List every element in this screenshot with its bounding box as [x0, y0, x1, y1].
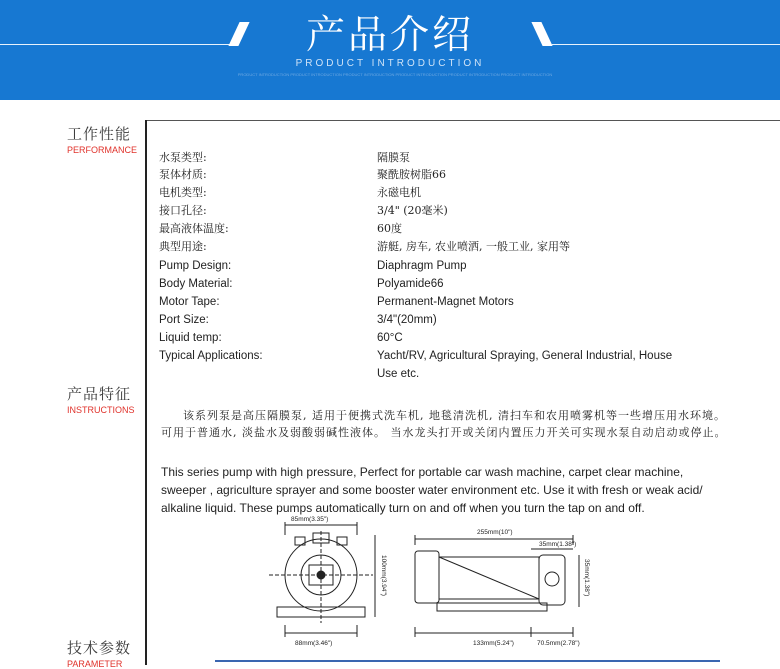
spec-value-en: Polyamide66 [377, 278, 444, 290]
spec-value-en: Yacht/RV, Agricultural Spraying, General Industrial, House [377, 350, 673, 362]
section-label-performance [67, 123, 137, 155]
dim-front-base: 88mm(3.46") [295, 640, 333, 647]
header-banner [0, 0, 780, 100]
side-view-drawing [415, 535, 579, 637]
section-title-en: PARAMETER [67, 659, 123, 669]
section-title-en: INSTRUCTIONS [67, 405, 135, 415]
spec-label-cn: 水泵类型: [159, 151, 207, 164]
page-title: 产品介绍 [305, 13, 474, 58]
spec-value-cn: 永磁电机 [377, 186, 421, 199]
spec-value-en-continued: Use etc. [377, 368, 420, 380]
spec-label-en: Liquid temp: [159, 332, 222, 344]
header-fine-print: PRODUCT INTRODUCTION PRODUCT INTRODUCTION PRODUCT INTRODUCTION PRODUCT INTRODUCTION PRODUCT INTRODUCTION PRODUCT INTRODUCTION [237, 72, 553, 77]
spec-value-cn: 隔膜泵 [377, 151, 410, 164]
spec-label-en: Port Size: [159, 314, 209, 326]
spec-value-en: 60°C [377, 332, 403, 344]
vertical-divider [145, 120, 147, 665]
spec-label-en: Typical Applications: [159, 350, 263, 362]
spec-label-cn: 典型用途: [159, 240, 207, 253]
description-cn: 该系列泵是高压隔膜泵, 适用于便携式洗车机, 地毯清洗机, 清扫车和农用喷雾机等一些增压用水环境。可用于普通水, 淡盐水及弱酸弱碱性液体。 当水龙头打开或关闭内置压力开关可实现水泵自动启动或停止。 [161, 409, 727, 439]
spec-value-cn: 3/4" (20毫米) [377, 204, 448, 217]
dim-side-length: 255mm(10") [477, 529, 513, 536]
dim-front-width: 85mm(3.35") [291, 516, 329, 523]
dim-side-body: 133mm(5.24") [473, 640, 514, 647]
dim-side-tail: 70.5mm(2.78") [537, 640, 580, 647]
section-title-en: PERFORMANCE [67, 145, 138, 155]
section-label-parameter [67, 637, 131, 669]
dim-side-head: 35mm(1.38") [539, 541, 577, 548]
spec-value-en: Diaphragm Pump [377, 260, 467, 272]
spec-label-en: Body Material: [159, 278, 233, 290]
spec-value-cn: 聚酰胺树脂66 [377, 168, 446, 181]
spec-value-en: Permanent-Magnet Motors [377, 296, 514, 308]
spec-value-cn: 60度 [377, 222, 402, 235]
page-subtitle: PRODUCT INTRODUCTION [295, 58, 485, 69]
spec-value-cn: 游艇, 房车, 农业喷洒, 一般工业, 家用等 [377, 240, 570, 253]
dim-side-right: 35mm(1.38") [583, 559, 590, 597]
section-title-cn: 技术参数 [67, 639, 132, 657]
spec-label-cn: 最高液体温度: [159, 222, 229, 235]
spec-label-en: Pump Design: [159, 260, 232, 272]
horizontal-divider [147, 120, 780, 121]
spec-label-cn: 泵体材质: [159, 168, 207, 181]
pump-dimension-diagram [255, 515, 590, 665]
spec-label-en: Motor Tape: [159, 296, 220, 308]
bottom-divider [215, 660, 720, 662]
spec-label-cn: 接口孔径: [159, 204, 207, 217]
spec-value-en: 3/4"(20mm) [377, 314, 437, 326]
spec-label-cn: 电机类型: [159, 186, 207, 199]
front-view-drawing [269, 522, 375, 637]
section-label-instructions [67, 383, 135, 415]
description-en: This series pump with high pressure, Perfect for portable car wash machine, carpet clear machine, sweeper , agriculture sprayer and some booster water environment etc. Use it with fresh or weak acid/ alkaline liquid. These pumps automatically turn on and off when you turn the tap on and off. [161, 465, 703, 515]
section-title-cn: 产品特征 [67, 385, 132, 403]
section-title-cn: 工作性能 [67, 125, 132, 143]
dim-front-height: 100mm(3.94") [380, 555, 387, 596]
